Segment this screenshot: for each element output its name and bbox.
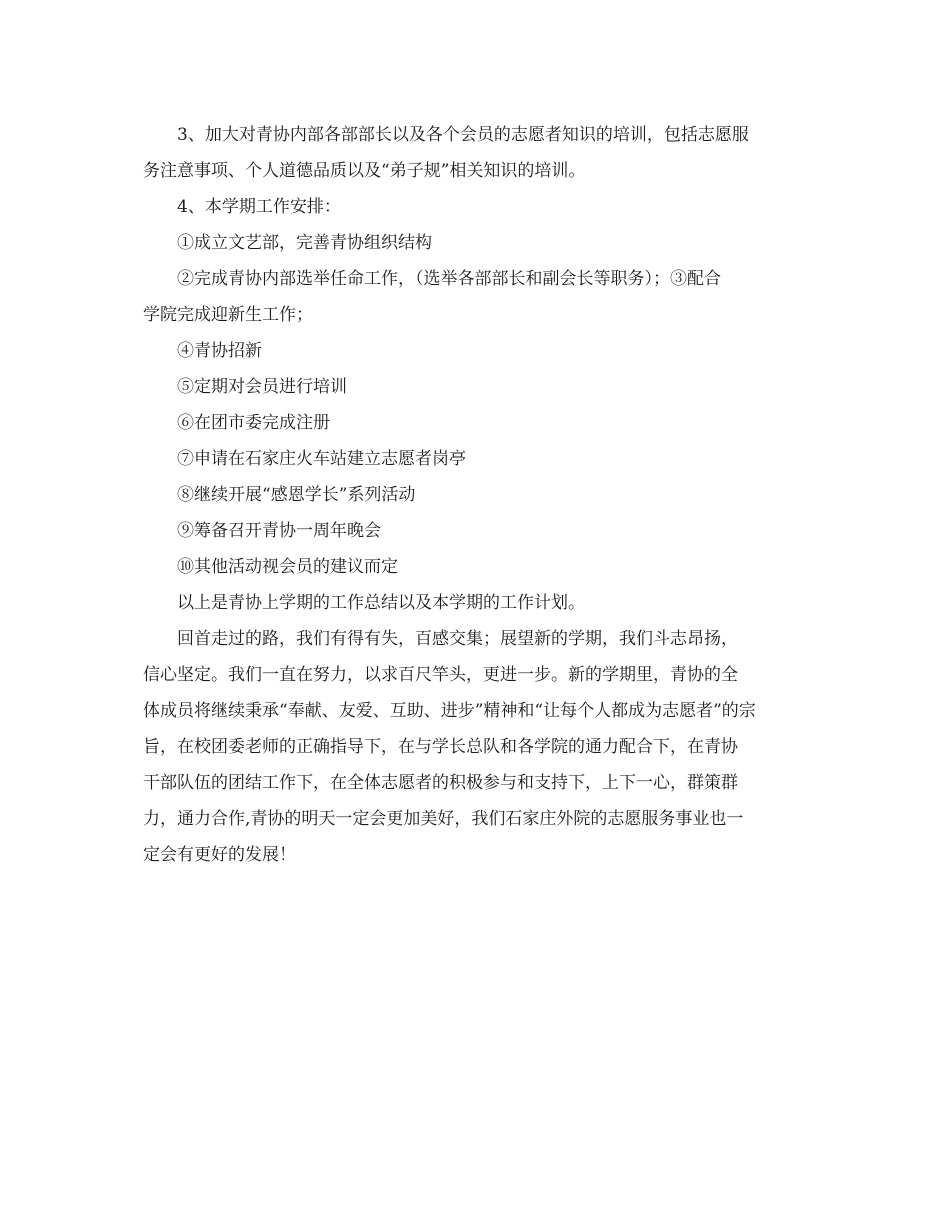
text-line: 定会有更好的发展！ — [143, 845, 296, 865]
list-item: ⑥在团市委完成注册 — [177, 413, 330, 433]
text-line: 4、本学期工作安排： — [177, 197, 341, 217]
text-line: 力，通力合作,青协的明天一定会更加美好，我们石家庄外院的志愿服务事业也一 — [143, 809, 744, 829]
document-body — [143, 117, 813, 873]
text-line: 体成员将继续秉承“奉献、友爱、互助、进步”精神和“让每个人都成为志愿者”的宗 — [143, 701, 756, 721]
text-line: 以上是青协上学期的工作总结以及本学期的工作计划。 — [177, 593, 585, 613]
list-item: ⑩其他活动视会员的建议而定 — [177, 557, 398, 577]
list-item: ④青协招新 — [177, 341, 262, 361]
text-line: 干部队伍的团结工作下，在全体志愿者的积极参与和支持下，上下一心，群策群 — [143, 773, 738, 793]
list-item: ②完成青协内部选举任命工作，（选举各部部长和副会长等职务）；③配合 — [177, 269, 721, 289]
list-item: ①成立文艺部，完善青协组织结构 — [177, 233, 432, 253]
text-line: 旨，在校团委老师的正确指导下，在与学长总队和各学院的通力配合下，在青协 — [143, 737, 738, 757]
text-line: 学院完成迎新生工作； — [143, 305, 313, 325]
text-line: 信心坚定。我们一直在努力，以求百尺竿头，更进一步。新的学期里，青协的全 — [143, 665, 738, 685]
text-line: 务注意事项、个人道德品质以及“弟子规”相关知识的培训。 — [143, 161, 586, 181]
list-item: ⑧继续开展“感恩学长”系列活动 — [177, 485, 416, 505]
text-line: 3、加大对青协内部各部部长以及各个会员的志愿者知识的培训，包括志愿服 — [177, 125, 749, 145]
text-line: 回首走过的路，我们有得有失，百感交集；展望新的学期，我们斗志昂扬， — [177, 629, 738, 649]
list-item: ⑦申请在石家庄火车站建立志愿者岗亭 — [177, 449, 466, 469]
list-item: ⑨筹备召开青协一周年晚会 — [177, 521, 381, 541]
list-item: ⑤定期对会员进行培训 — [177, 377, 347, 397]
